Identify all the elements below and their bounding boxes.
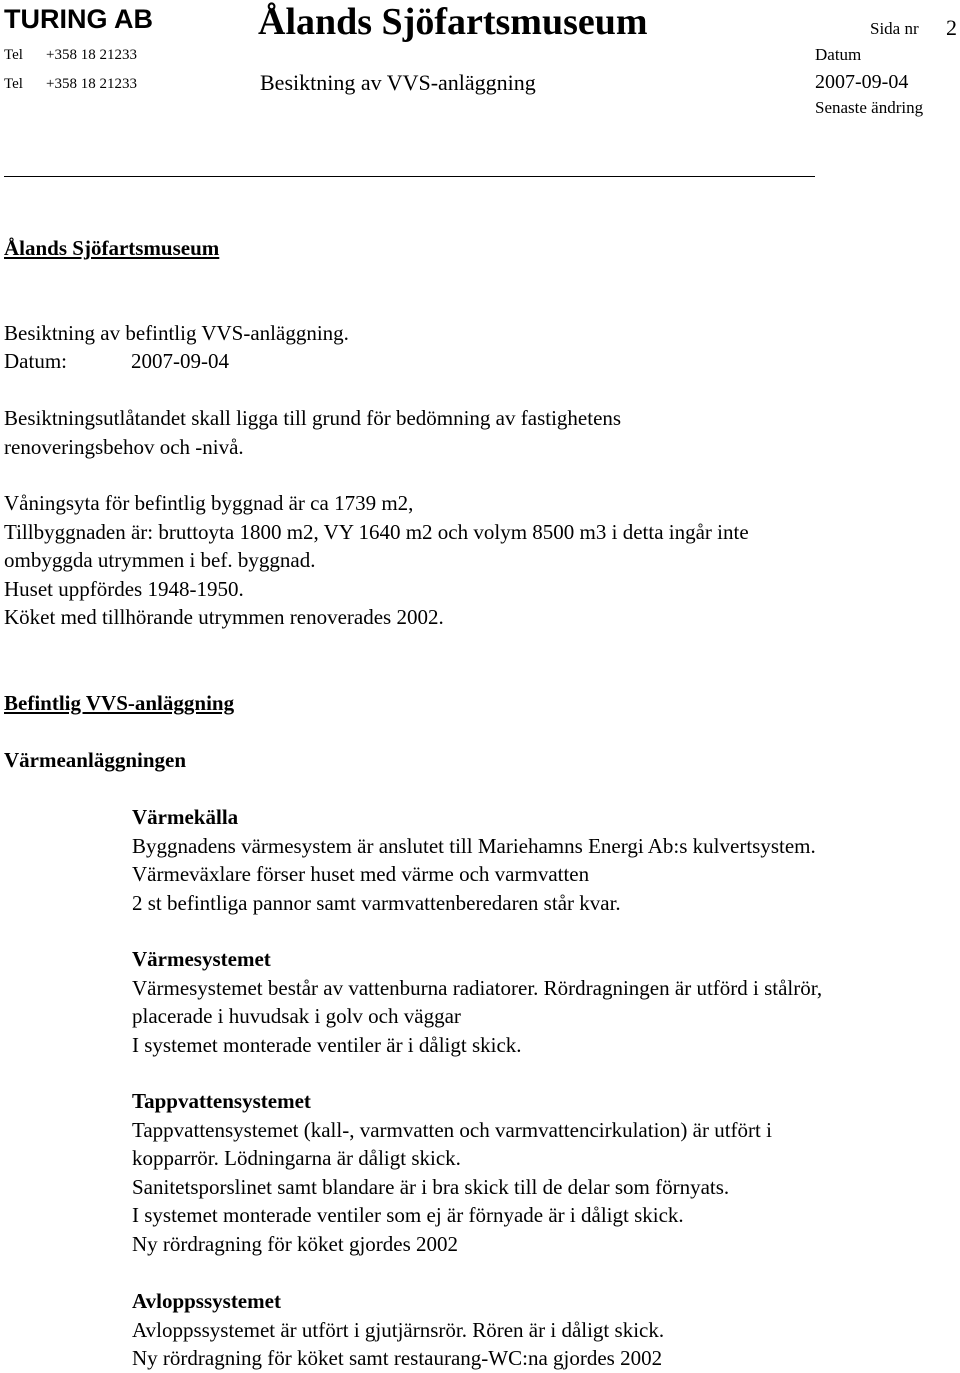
tel-number: +358 18 21233 [46, 47, 137, 63]
section-line: I systemet monterade ventiler som ej är förnyade är i dåligt skick. [132, 1203, 684, 1227]
datum-label: Datum: [4, 349, 67, 373]
header-datum-label: Datum [815, 45, 862, 64]
section-varmesystemet [132, 945, 822, 1059]
section-line: Ny rördragning för köket gjordes 2002 [132, 1231, 459, 1256]
header-date: 2007-09-04 [815, 71, 909, 93]
section-line: Sanitetsporslinet samt blandare är i bra skick till de delar som förnyats. [132, 1174, 730, 1199]
paragraph-building-facts [4, 489, 749, 632]
section-title: Avloppssystemet [132, 1289, 281, 1313]
section-title: Värmesystemet [132, 947, 271, 971]
paragraph-line: Huset uppfördes 1948-1950. [4, 576, 244, 601]
section-line: Byggnadens värmesystem är anslutet till Mariehamns Energi Ab:s kulvertsystem. [132, 833, 816, 858]
section-line: I systemet monterade ventiler är i dåligt skick. [132, 1032, 522, 1057]
tel-label: Tel [4, 47, 23, 63]
section-heading: Befintlig VVS-anläggning [4, 691, 235, 715]
section-line: Ny rördragning för köket samt restaurang-WC:na gjordes 2002 [132, 1346, 663, 1370]
company-name: TURING AB [4, 4, 153, 34]
header-rule [4, 176, 815, 177]
last-changed-label: Senaste ändring [815, 98, 924, 117]
paragraph-line: ombyggda utrymmen i bef. byggnad. [4, 548, 316, 572]
section-tappvattensystemet [132, 1087, 772, 1258]
section-line: 2 st befintliga pannor samt varmvattenberedaren står kvar. [132, 890, 621, 915]
paragraph-line: Köket med tillhörande utrymmen renoverades 2002. [4, 605, 444, 629]
paragraph-line: renoveringsbehov och -nivå. [4, 434, 244, 459]
datum-value: 2007-09-04 [131, 349, 229, 373]
page-label: Sida nr [870, 19, 919, 38]
intro-line: Besiktning av befintlig VVS-anläggning. [4, 321, 349, 345]
paragraph-line: Våningsyta för befintlig byggnad är ca 1739 m2, [4, 491, 414, 515]
paragraph-line: Besiktningsutlåtandet skall ligga till grund för bedömning av fastighetens [4, 406, 622, 430]
section-title: Värmekälla [132, 805, 239, 829]
page-number: 2 [946, 15, 957, 40]
paragraph-purpose [4, 404, 621, 461]
section-line: Värmesystemet består av vattenburna radiatorer. Rördragningen är utförd i stålrör, [132, 975, 823, 1000]
paragraph-line: Tillbyggnaden är: bruttoyta 1800 m2, VY 1640 m2 och volym 8500 m3 i detta ingår inte [4, 519, 749, 544]
tel-number: +358 18 21233 [46, 76, 137, 92]
header-subtitle: Besiktning av VVS-anläggning [260, 70, 536, 95]
section-varmekalla [132, 803, 816, 917]
header-museum-title: Ålands Sjöfartsmuseum [258, 1, 648, 43]
section-avloppssystemet [132, 1287, 664, 1373]
section-line: Värmeväxlare förser huset med värme och varmvatten [132, 862, 590, 886]
section-title: Tappvattensystemet [132, 1089, 311, 1113]
subsection-heading: Värmeanläggningen [4, 748, 187, 772]
tel-label: Tel [4, 76, 23, 92]
document-heading: Ålands Sjöfartsmuseum [4, 236, 220, 260]
section-line: kopparrör. Lödningarna är dåligt skick. [132, 1146, 461, 1170]
section-line: placerade i huvudsak i golv och väggar [132, 1004, 461, 1028]
section-line: Avloppssystemet är utfört i gjutjärnsrör. Rören är i dåligt skick. [132, 1317, 665, 1342]
section-line: Tappvattensystemet (kall-, varmvatten och varmvattencirkulation) är utfört i [132, 1117, 772, 1142]
